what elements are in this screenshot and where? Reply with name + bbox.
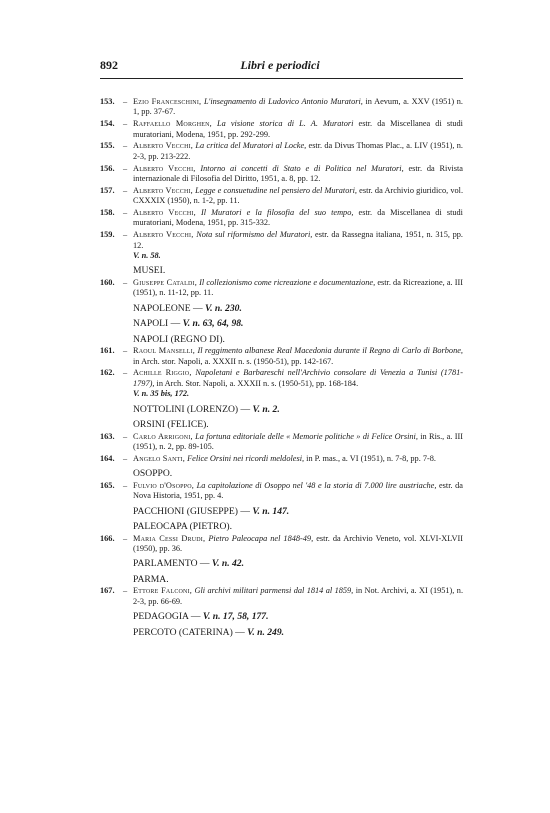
entry-dash: – xyxy=(123,163,128,173)
entry-details: estr. da Archivio Veneto, vol. XLVI-XLVII (1950), pp. 36. xyxy=(133,533,464,553)
entry-number: 161. xyxy=(100,346,115,356)
bibliography-entry xyxy=(100,481,463,502)
heading-text: PERCOTO (CATERINA) — xyxy=(133,626,245,638)
heading-text: PARMA. xyxy=(133,573,169,585)
entry-title: La critica del Muratori al Locke, xyxy=(195,141,307,151)
bibliography-entry xyxy=(100,97,463,118)
entry-title: La capitolazione di Osoppo nel '48 e la storia di 7.000 lire austriache, xyxy=(196,480,437,490)
heading-cross-reference: V. n. 42. xyxy=(211,558,244,570)
subject-heading xyxy=(100,611,463,623)
entry-details: in Arch. Stor. Napoli, a. XXXII n. s. (1950-51), pp. 168-184. xyxy=(156,378,359,388)
entry-author: Achille Riggio, xyxy=(133,368,192,378)
entry-number: 157. xyxy=(100,185,115,195)
entry-title: Intorno ai concetti di Stato e di Politica nel Muratori, xyxy=(200,163,404,173)
bibliography-entry xyxy=(100,230,463,261)
entry-author: Alberto Vecchi, xyxy=(133,141,194,151)
bibliography-entry xyxy=(100,534,463,555)
heading-text: NAPOLI — xyxy=(133,318,181,330)
entry-dash: – xyxy=(123,97,128,106)
entry-details: estr. da Rassegna italiana, 1951, n. 315, pp. 12. xyxy=(133,230,463,250)
entry-details: estr. da Miscellanea di studi muratoriani, Modena, 1951, pp. 315-332. xyxy=(133,208,463,228)
entry-author: Ettore Falconi, xyxy=(133,586,193,596)
subject-heading xyxy=(100,574,463,586)
entry-number: 167. xyxy=(100,586,115,596)
entry-details: in Not. Archivi, a. XI (1951), n. 2-3, pp. 66-69. xyxy=(133,586,464,606)
entry-number: 162. xyxy=(100,368,115,378)
entry-dash: – xyxy=(123,533,128,543)
entry-title: Felice Orsini nei ricordi meldolesi, xyxy=(187,453,305,463)
subject-heading xyxy=(100,334,463,346)
entry-details: estr. da Archivio giuridico, vol. CXXXIX (1950), n. 1-2, pp. 11. xyxy=(133,185,464,206)
heading-text: NAPOLEONE — xyxy=(133,302,203,314)
heading-text: PALEOCAPA (PIETRO). xyxy=(133,521,232,533)
entry-dash: – xyxy=(123,208,128,218)
heading-text: PEDAGOGIA — xyxy=(133,611,201,623)
subject-heading xyxy=(100,419,463,431)
entry-details: estr. da Nova Historia, 1951, pp. 4. xyxy=(133,480,463,501)
heading-text: PACCHIONI (GIUSEPPE) — xyxy=(133,505,250,517)
heading-text: ORSINI (FELICE). xyxy=(133,419,209,431)
subject-heading xyxy=(100,521,463,533)
entry-details: estr. da Ricreazione, a. III (1951), n. 11-12, pp. 11. xyxy=(133,277,464,298)
heading-text: NAPOLI (REGNO DI). xyxy=(133,333,225,345)
entry-title: Il collezionismo come ricreazione e documentazione, xyxy=(199,277,376,287)
bibliography-entry xyxy=(100,586,463,607)
bibliography-entry xyxy=(100,368,463,399)
heading-text: MUSEI. xyxy=(133,265,166,277)
entry-details: in Aevum, a. XXV (1951) n. 1, pp. 37-67. xyxy=(133,97,464,117)
entry-dash: – xyxy=(123,453,128,463)
entry-dash: – xyxy=(123,431,128,441)
subject-heading xyxy=(100,506,463,518)
entry-cross-reference: V. n. 58. xyxy=(133,251,161,261)
bibliography-entry xyxy=(100,346,463,367)
entry-details: in Arch. stor. Napoli, a. XXXII n. s. (1950-51), pp. 142-167. xyxy=(133,356,334,366)
entry-author: Maria Cessi Drudi, xyxy=(133,533,206,543)
heading-cross-reference: V. n. 2. xyxy=(252,403,280,415)
header-rule xyxy=(100,78,463,79)
entry-author: Raffaello Morghen, xyxy=(133,119,212,129)
bibliography-list xyxy=(100,97,463,639)
entry-number: 156. xyxy=(100,163,115,173)
page-number: 892 xyxy=(100,58,118,72)
entry-author: Fulvio d'Osoppo, xyxy=(133,480,195,490)
bibliography-entry xyxy=(100,119,463,140)
entry-title: Legge e consuetudine nel pensiero del Muratori, xyxy=(195,185,357,195)
bibliography-entry xyxy=(100,186,463,207)
entry-title: Pietro Paleocapa nel 1848-49, xyxy=(208,533,314,543)
entry-author: Ezio Franceschini, xyxy=(133,97,202,106)
subject-heading xyxy=(100,265,463,277)
entry-details: in Ris., a. III (1951), n. 2, pp. 89-105. xyxy=(133,431,463,452)
subject-heading xyxy=(100,303,463,315)
entry-number: 164. xyxy=(100,453,115,463)
entry-title: La fortuna editoriale delle « Memorie politiche » di Felice Orsini, xyxy=(195,431,418,441)
entry-title: Gli archivi militari parmensi dal 1814 al 1859, xyxy=(194,586,354,596)
entry-details: estr. da Rivista internazionale di Filosofia del Diritto, 1951, a. 8, pp. 12. xyxy=(133,163,463,184)
bibliography-entry xyxy=(100,278,463,299)
subject-heading xyxy=(100,627,463,639)
bibliography-entry xyxy=(100,432,463,453)
heading-cross-reference: V. n. 249. xyxy=(247,626,285,638)
entry-details: in P. mas., a. VI (1951), n. 7-8, pp. 7-8. xyxy=(306,453,436,463)
entry-number: 154. xyxy=(100,119,115,129)
entry-author: Carlo Arrigoni, xyxy=(133,431,193,441)
entry-dash: – xyxy=(123,346,128,356)
heading-text: NOTTOLINI (LORENZO) — xyxy=(133,403,251,415)
entry-title: Napoletani e Barbareschi nell'Archivio consolare di Venezia a Tunisi (1781-1797), xyxy=(133,368,464,388)
entry-title: La visione storica di L. A. Muratori xyxy=(217,119,354,129)
entry-author: Raoul Manselli, xyxy=(133,346,196,356)
heading-cross-reference: V. n. 147. xyxy=(252,505,290,517)
entry-cross-reference: V. n. 35 bis, 172. xyxy=(133,389,190,399)
entry-author: Alberto Vecchi, xyxy=(133,163,196,173)
bibliography-entry xyxy=(100,208,463,229)
entry-number: 158. xyxy=(100,208,115,218)
entry-title: L'insegnamento di Ludovico Antonio Muratori, xyxy=(203,97,363,106)
entry-number: 153. xyxy=(100,97,115,106)
running-title: Libri e periodici xyxy=(240,58,320,72)
entry-details: estr. da Divus Thomas Plac., a. LIV (1951), n. 2-3, pp. 213-222. xyxy=(133,141,464,161)
bibliography-entry xyxy=(100,164,463,185)
subject-heading xyxy=(100,558,463,570)
entry-author: Giuseppe Cataldi, xyxy=(133,277,197,287)
entry-number: 163. xyxy=(100,431,115,441)
bibliography-entry xyxy=(100,141,463,162)
entry-number: 159. xyxy=(100,230,115,240)
heading-cross-reference: V. n. 17, 58, 177. xyxy=(202,611,269,623)
entry-author: Alberto Vecchi, xyxy=(133,208,196,218)
heading-cross-reference: V. n. 230. xyxy=(204,302,242,314)
heading-text: PARLAMENTO — xyxy=(133,558,210,570)
entry-dash: – xyxy=(123,185,128,195)
subject-heading xyxy=(100,404,463,416)
heading-text: OSOPPO. xyxy=(133,468,173,480)
entry-number: 165. xyxy=(100,480,115,490)
page-header xyxy=(100,58,460,74)
entry-author: Angelo Santi, xyxy=(133,453,186,463)
entry-author: Alberto Vecchi, xyxy=(133,185,193,195)
entry-title: Il Muratori e la filosofia del suo tempo, xyxy=(200,208,354,218)
bibliography-entry xyxy=(100,454,463,464)
entry-dash: – xyxy=(123,586,128,596)
entry-title: Il reggimento albanese Real Macedonia durante il Regno di Carlo di Borbone, xyxy=(197,346,463,356)
entry-dash: – xyxy=(123,119,128,129)
entry-details: estr. da Miscellanea di studi muratoriani, Modena, 1951, pp. 292-299. xyxy=(133,119,463,139)
entry-dash: – xyxy=(123,480,128,490)
entry-author: Alberto Vecchi, xyxy=(133,230,194,240)
entry-dash: – xyxy=(123,368,128,378)
subject-heading xyxy=(100,318,463,330)
entry-dash: – xyxy=(123,141,128,151)
entry-title: Nota sul riformismo del Muratori, xyxy=(196,230,313,240)
entry-dash: – xyxy=(123,277,128,287)
entry-dash: – xyxy=(123,230,128,240)
entry-number: 160. xyxy=(100,277,115,287)
entry-number: 166. xyxy=(100,533,115,543)
heading-cross-reference: V. n. 63, 64, 98. xyxy=(182,318,244,330)
subject-heading xyxy=(100,468,463,480)
entry-number: 155. xyxy=(100,141,115,151)
